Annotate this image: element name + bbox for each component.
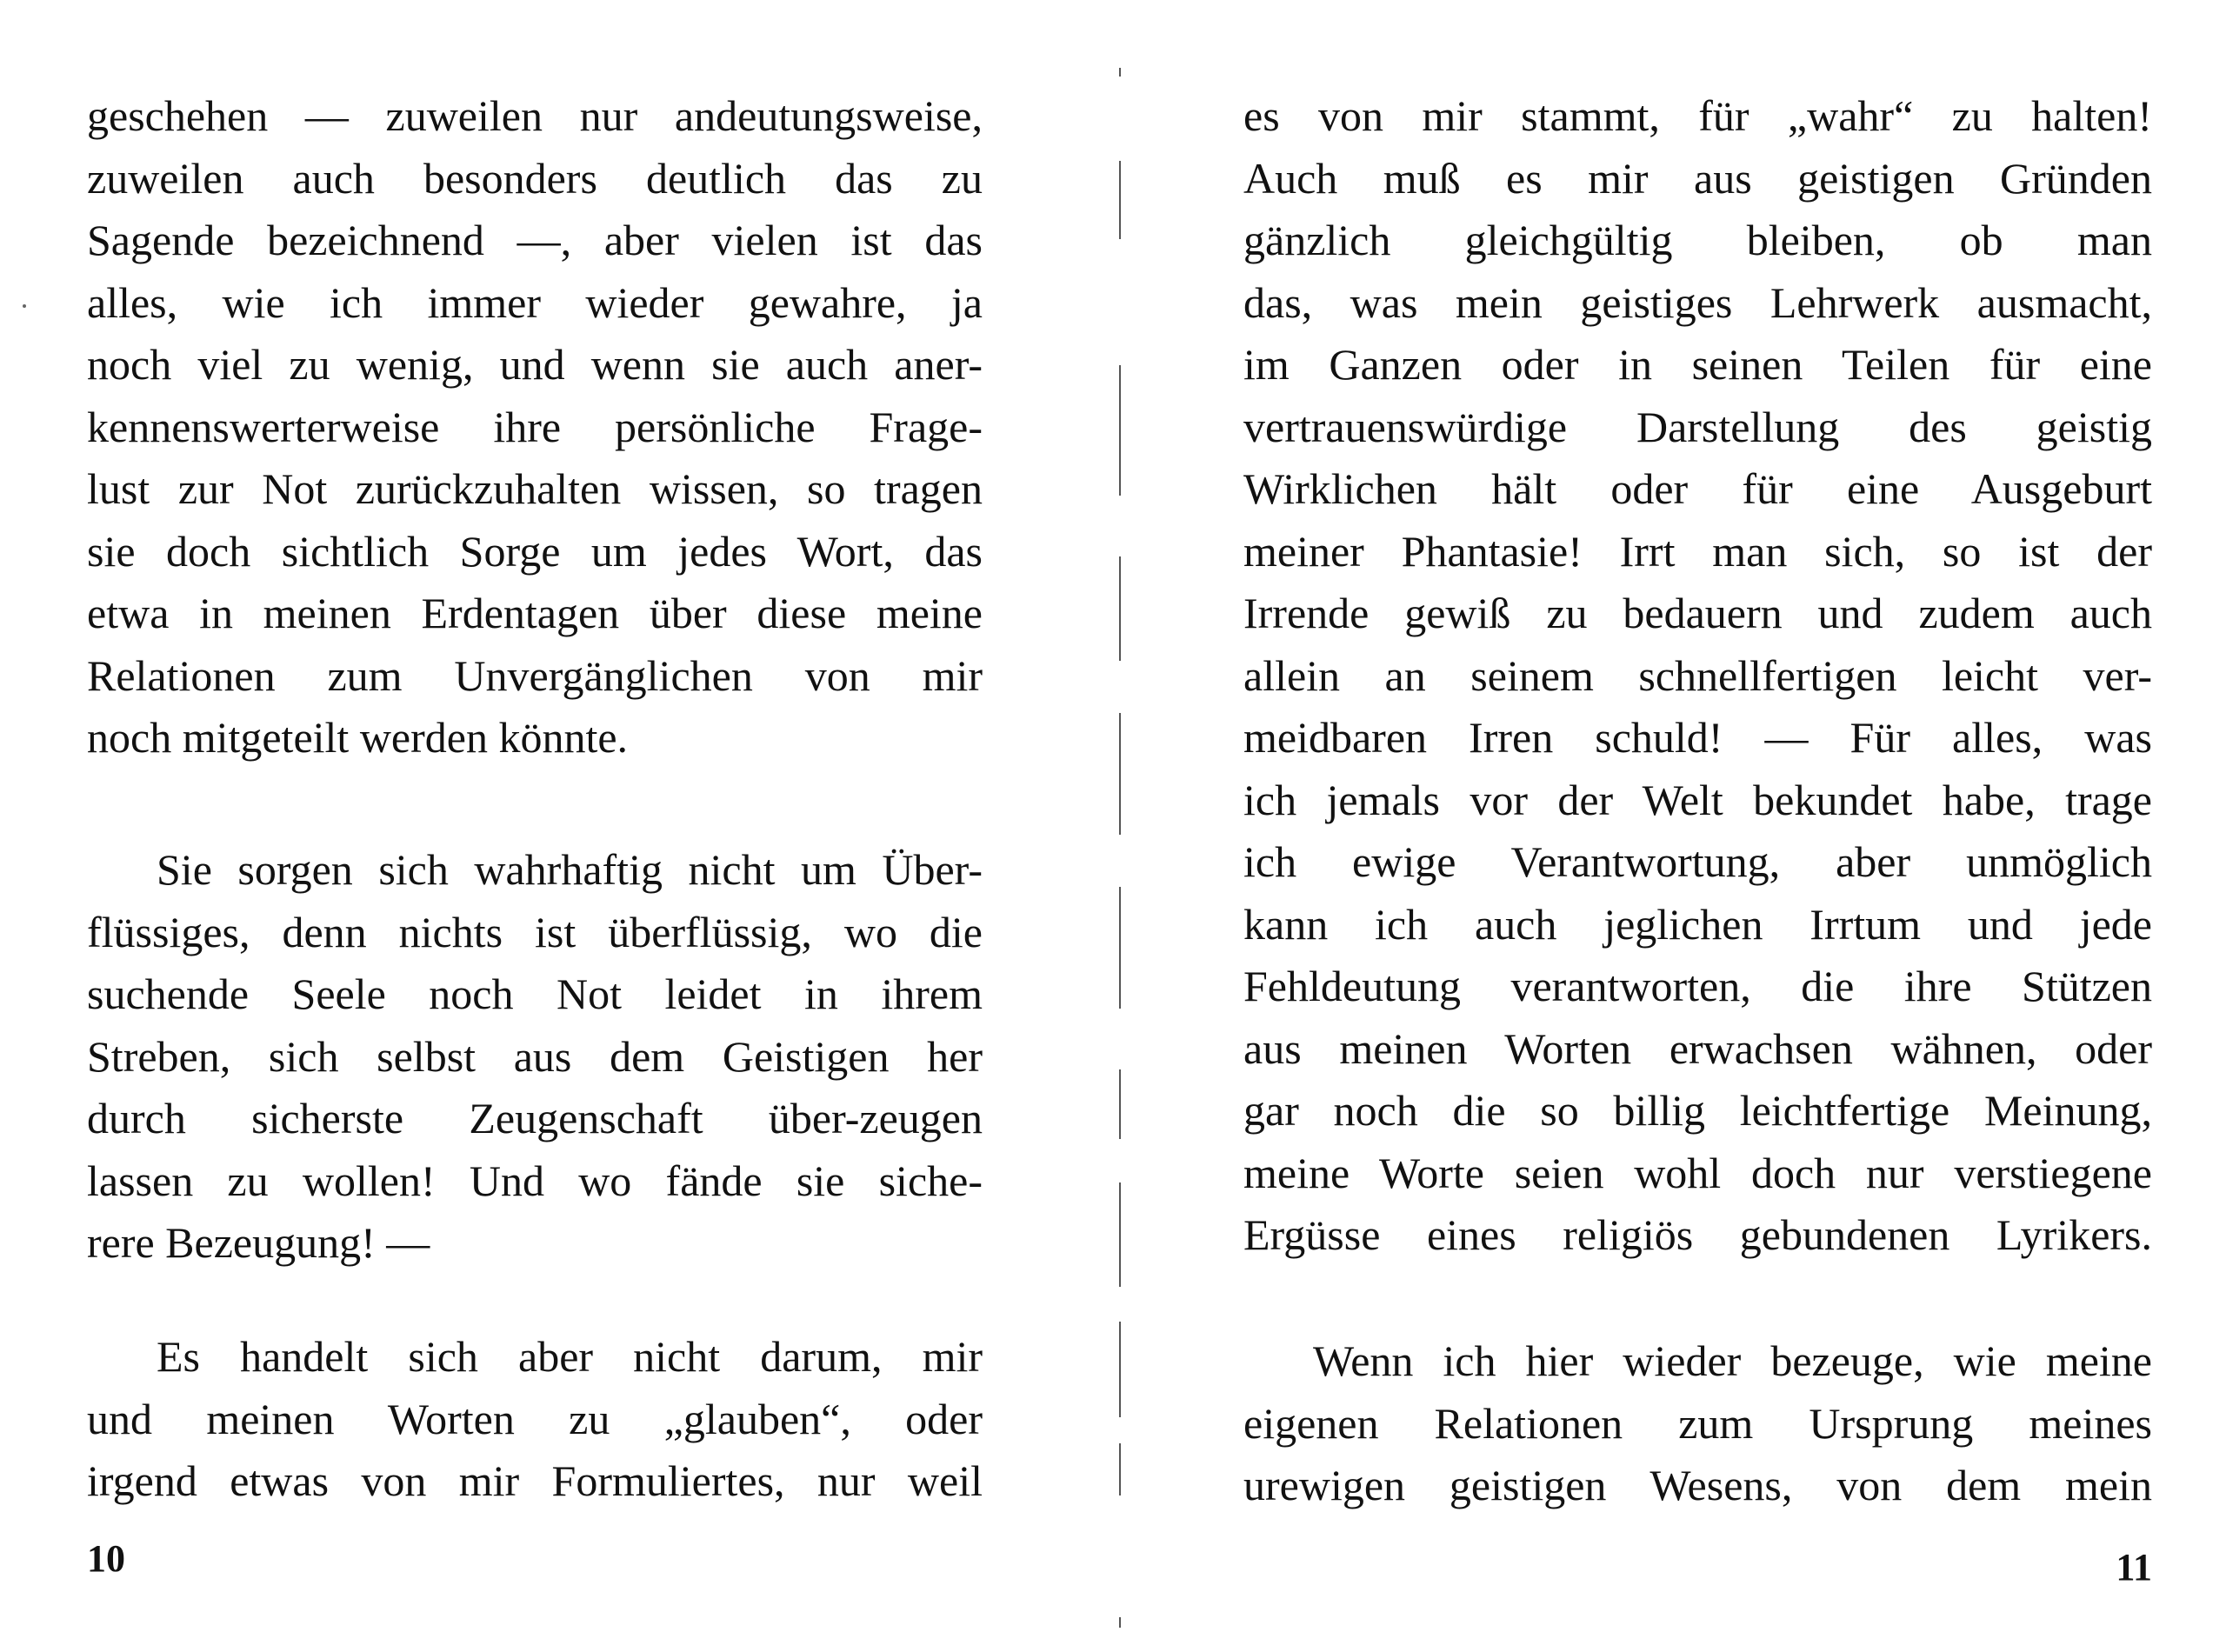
gutter-mark [1119, 1322, 1121, 1417]
text-line: Wenn ich hier wieder bezeuge, wie meine [1313, 1336, 2152, 1385]
gutter-mark [1119, 365, 1121, 496]
gutter-mark [1119, 1069, 1121, 1139]
text-line: und meinen Worten zu „glauben“, oder [87, 1394, 983, 1443]
text-line: lust zur Not zurückzuhalten wissen, so tragen [87, 464, 983, 513]
text-line: alles, wie ich immer wieder gewahre, ja [87, 277, 983, 327]
text-line: urewigen geistigen Wesens, von dem mein [1243, 1461, 2152, 1509]
text-line: allein an seinem schnellfertigen leicht ver- [1243, 650, 2152, 700]
text-line: kann ich auch jeglichen Irrtum und jede [1243, 899, 2152, 949]
left-page [87, 0, 983, 1652]
text-line: Streben, sich selbst aus dem Geistigen her [87, 1031, 983, 1081]
book-gutter [1117, 0, 1123, 1652]
text-line: Fehldeutung verantworten, die ihre Stützen [1243, 962, 2152, 1010]
text-line: Irrende gewiß zu bedauern und zudem auch [1243, 589, 2152, 637]
text-line: suchende Seele noch Not leidet in ihrem [87, 969, 983, 1018]
text-line: sie doch sichtlich Sorge um jedes Wort, das [87, 526, 983, 576]
page-number: 10 [87, 1537, 125, 1580]
text-line: rere Bezeugung! — [87, 1218, 430, 1267]
text-line: gänzlich gleichgültig bleiben, ob man [1243, 216, 2152, 264]
page-number: 11 [2116, 1546, 2152, 1589]
text-line: vertrauenswürdige Darstellung des geistig [1243, 402, 2152, 451]
text-line: Ergüsse eines religiös gebundenen Lyrikers. [1243, 1210, 2152, 1259]
paragraph [1243, 1330, 2152, 1517]
text-line: Es handelt sich aber nicht darum, mir [157, 1332, 983, 1381]
text-line: Wirklichen hält oder für eine Ausgeburt [1243, 464, 2152, 513]
text-line: durch sicherste Zeugenschaft über-zeugen [87, 1094, 983, 1142]
text-line: irgend etwas von mir Formuliertes, nur weil [87, 1456, 983, 1505]
text-line: zuweilen auch besonders deutlich das zu [87, 153, 983, 203]
text-line: das, was mein geistiges Lehrwerk ausmacht, [1243, 277, 2152, 327]
text-line: Relationen zum Unvergänglichen von mir [87, 650, 983, 700]
paragraph [87, 85, 983, 769]
text-line: gar noch die so billig leichtfertige Meinung, [1243, 1086, 2152, 1135]
text-line: lassen zu wollen! Und wo fände sie siche- [87, 1156, 983, 1205]
text-line: eigenen Relationen zum Ursprung meines [1243, 1398, 2152, 1448]
text-line: im Ganzen oder in seinen Teilen für eine [1243, 340, 2152, 389]
text-line: kennenswerterweise ihre persönliche Frage- [87, 402, 983, 451]
text-line: Sagende bezeichnend —, aber vielen ist das [87, 216, 983, 264]
text-line: flüssiges, denn nichts ist überflüssig, wo die [87, 907, 983, 956]
text-line: ich jemals vor der Welt bekundet habe, trage [1243, 775, 2152, 824]
text-line: meine Worte seien wohl doch nur verstiegene [1243, 1148, 2152, 1197]
text-line: aus meinen Worten erwachsen wähnen, oder [1243, 1023, 2152, 1073]
text-line: geschehen — zuweilen nur andeutungsweise, [87, 91, 983, 140]
gutter-mark [1119, 713, 1121, 835]
gutter-mark [1119, 1443, 1121, 1495]
text-line: es von mir stammt, für „wahr“ zu halten! [1243, 91, 2152, 140]
gutter-mark [1119, 887, 1121, 1009]
gutter-mark [1119, 68, 1121, 77]
text-line: meiner Phantasie! Irrt man sich, so ist der [1243, 526, 2152, 576]
text-line: noch viel zu wenig, und wenn sie auch aner- [87, 340, 983, 389]
gutter-mark [1119, 161, 1121, 239]
text-line: meidbaren Irren schuld! — Für alles, was [1243, 713, 2152, 762]
text-line: etwa in meinen Erdentagen über diese meine [87, 589, 983, 637]
text-line: Auch muß es mir aus geistigen Gründen [1243, 153, 2152, 203]
gutter-mark [1119, 1182, 1121, 1287]
gutter-mark [1119, 1617, 1121, 1628]
text-line: ich ewige Verantwortung, aber unmöglich [1243, 837, 2152, 886]
text-line: Sie sorgen sich wahrhaftig nicht um Über- [157, 845, 983, 894]
paragraph [87, 839, 983, 1275]
scan-speck [23, 304, 26, 308]
paragraph [87, 1326, 983, 1513]
text-line: noch mitgeteilt werden könnte. [87, 713, 629, 762]
gutter-mark [1119, 556, 1121, 661]
right-page [1243, 0, 2152, 1652]
paragraph [1243, 85, 2152, 1267]
